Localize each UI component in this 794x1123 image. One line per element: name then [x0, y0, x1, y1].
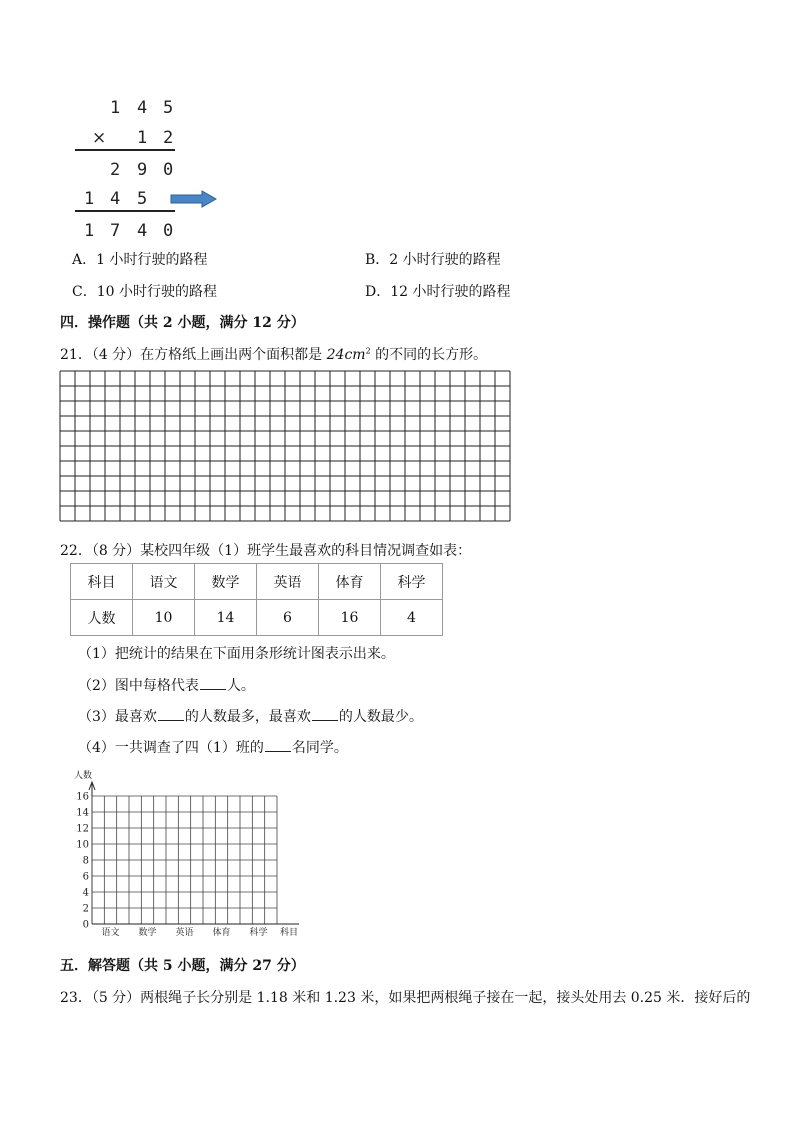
digit: 0 — [163, 160, 174, 180]
y-tick-label: 10 — [76, 839, 89, 851]
x-tick-label: 英语 — [175, 928, 194, 938]
section-title: 五．解答题（共 5 小题，满分 27 分） — [60, 958, 305, 974]
table-cell: 14 — [195, 600, 257, 636]
divider-line — [75, 149, 175, 151]
x-tick-label: 体育 — [212, 928, 231, 938]
digit: 4 — [137, 221, 148, 241]
sub-question-4 — [78, 737, 348, 757]
table-cell: 16 — [319, 600, 381, 636]
table-header-cell: 语文 — [133, 564, 195, 600]
option-c[interactable]: C．10 小时行驶的路程 — [72, 284, 217, 300]
digit: 4 — [137, 98, 148, 118]
digit: 0 — [163, 221, 174, 241]
digit: 1 — [84, 189, 95, 209]
digit: 9 — [137, 160, 148, 180]
x-tick-label: 数学 — [138, 928, 157, 938]
question-21 — [60, 344, 487, 364]
table-cell: 6 — [257, 600, 319, 636]
y-tick-label: 16 — [76, 791, 89, 803]
question-text: 21．（4 分）在方格纸上画出两个面积都是 — [60, 347, 327, 363]
bar-chart[interactable] — [60, 768, 310, 943]
table-cell: 人数 — [71, 600, 133, 636]
x-axis-label: 科目 — [279, 928, 299, 938]
question-22: 22．（8 分）某校四年级（1）班学生最喜欢的科目情况调查如表： — [60, 543, 472, 559]
sub-question-text: （4）一共调查了四（1）班的 — [78, 740, 264, 756]
question-23: 23．（5 分）两根绳子长分别是 1.18 米和 1.23 米，如果把两根绳子接在一起，接头处用去 0.25 米．接好后的 — [60, 990, 751, 1006]
grid-paper[interactable] — [59, 370, 511, 527]
y-tick-label: 8 — [82, 855, 89, 867]
sub-question-1: （1）把统计的结果在下面用条形统计图表示出来。 — [78, 646, 395, 662]
sub-question-3 — [78, 706, 423, 726]
table-header-cell: 体育 — [319, 564, 381, 600]
option-a[interactable]: A．1 小时行驶的路程 — [72, 252, 208, 268]
digit: 1 — [137, 128, 148, 148]
table-header-cell: 科学 — [381, 564, 443, 600]
digit: 7 — [110, 221, 121, 241]
section-title: 四．操作题（共 2 小题，满分 12 分） — [60, 315, 305, 331]
times-sign: × — [92, 128, 107, 148]
digit: 2 — [110, 160, 121, 180]
y-tick-label: 2 — [82, 903, 89, 915]
sub-question-text: 人。 — [226, 678, 255, 694]
survey-table — [70, 563, 443, 636]
option-d[interactable]: D．12 小时行驶的路程 — [365, 284, 511, 300]
table-cell: 4 — [381, 600, 443, 636]
question-text: 的不同的长方形。 — [370, 347, 488, 363]
table-row — [71, 564, 443, 600]
x-tick-label: 语文 — [101, 928, 120, 938]
area-value: 24cm — [326, 347, 366, 363]
table-row — [71, 600, 443, 636]
digit: 4 — [110, 189, 121, 209]
table-header-cell: 科目 — [71, 564, 133, 600]
digit: 1 — [84, 221, 95, 241]
y-tick-label: 0 — [82, 919, 89, 931]
x-tick-label: 科学 — [249, 928, 268, 938]
digit: 1 — [110, 98, 121, 118]
sub-question-text: （2）图中每格代表 — [78, 678, 199, 694]
sub-question-text: 的人数最少。 — [338, 709, 423, 725]
table-cell: 10 — [133, 600, 195, 636]
y-tick-label: 4 — [82, 887, 89, 899]
divider-line — [75, 210, 175, 212]
area-exponent: 2 — [365, 346, 371, 356]
digit: 5 — [163, 98, 174, 118]
y-tick-label: 6 — [82, 871, 89, 883]
option-b[interactable]: B．2 小时行驶的路程 — [365, 252, 501, 268]
y-tick-label: 12 — [76, 823, 89, 835]
table-header-cell: 英语 — [257, 564, 319, 600]
y-tick-label: 14 — [76, 807, 89, 819]
sub-question-text: 名同学。 — [291, 740, 348, 756]
arrow-right-icon — [170, 190, 218, 208]
digit: 5 — [137, 189, 148, 209]
sub-question-2 — [78, 675, 255, 695]
sub-question-text: 的人数最多，最喜欢 — [184, 709, 311, 725]
y-axis-label: 人数 — [74, 771, 93, 781]
digit: 2 — [163, 128, 174, 148]
answer-blank[interactable] — [312, 708, 338, 721]
answer-blank[interactable] — [265, 739, 291, 752]
table-header-cell: 数学 — [195, 564, 257, 600]
sub-question-text: （3）最喜欢 — [78, 709, 157, 725]
answer-blank[interactable] — [200, 677, 226, 690]
answer-blank[interactable] — [158, 708, 184, 721]
